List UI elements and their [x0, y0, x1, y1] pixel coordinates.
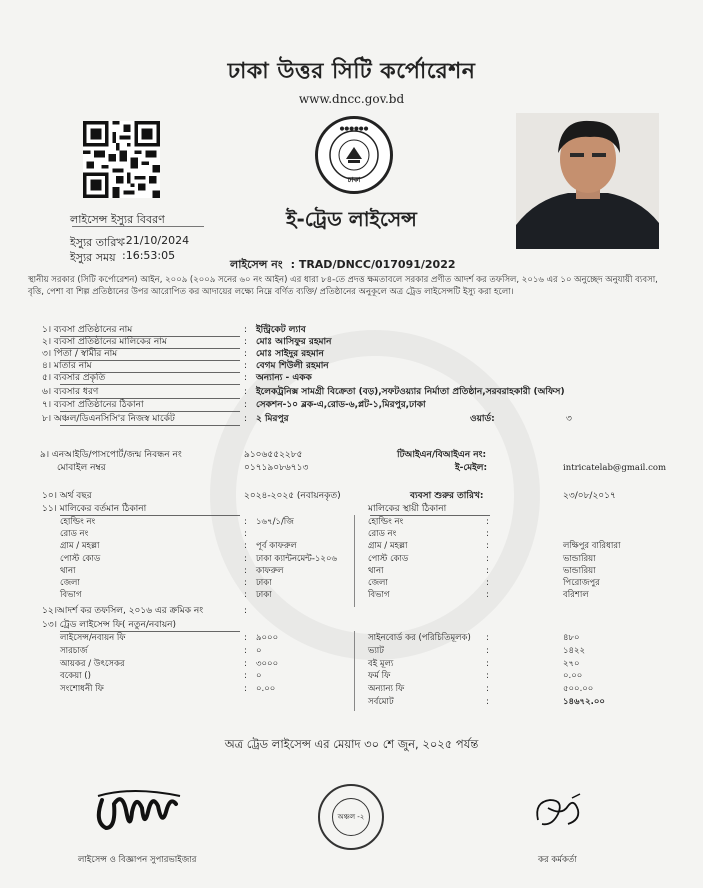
permanent-address-value: বরিশাল	[563, 590, 589, 600]
field-underline	[60, 425, 240, 426]
issue-date-label: ইস্যুর তারিখ	[70, 236, 124, 249]
field-label: ২। ব্যবসা প্রতিষ্ঠানের মালিকের নাম	[42, 337, 167, 347]
tax-officer-signature-label: কর কর্মকর্তা	[538, 855, 577, 865]
fee-colon: :	[486, 684, 489, 694]
email-value[interactable]: intricatelab@gmail.com	[563, 463, 667, 473]
license-number-label: লাইসেন্স নং	[230, 258, 283, 271]
fee-label: সংশোধনী ফি	[60, 684, 104, 694]
fee-colon: :	[244, 684, 247, 694]
present-address-colon: :	[244, 590, 247, 600]
corporation-title: ঢাকা উত্তর সিটি কর্পোরেশন	[227, 59, 476, 84]
fee-label: লাইসেন্স/নবায়ন ফি	[60, 633, 126, 643]
address-column-divider	[354, 515, 355, 607]
fee-colon: :	[244, 659, 247, 669]
website-url[interactable]: www.dncc.gov.bd	[298, 92, 405, 106]
permanent-address-label: বিভাগ	[368, 590, 390, 600]
fee-value: ১৪৬৭২.০০	[563, 697, 605, 707]
fee-value: ৯০০০	[256, 633, 279, 643]
permanent-address-colon: :	[486, 590, 489, 600]
fee-value: ০	[256, 646, 262, 656]
fee-colon: :	[244, 646, 247, 656]
field-underline	[60, 398, 240, 399]
fee-label: বই মূল্য	[368, 659, 394, 669]
field-value: ইলেকট্রনিক্স সামগ্রী বিক্রেতা (বড়),সফটওয়্যার নির্মাতা প্রতিষ্ঠান,সরবরাহকারী (অফিস)	[256, 387, 565, 397]
present-address-colon: :	[244, 529, 247, 539]
present-address-label: পোস্ট কোড	[60, 554, 101, 564]
fee-value: ০	[256, 671, 262, 681]
permanent-address-value: লক্ষিপুর বারিধারা	[563, 541, 621, 551]
fees-heading: ১৩। ট্রেড লাইসেন্স ফি( নতুন/নবায়ন)	[42, 620, 177, 630]
field-colon: :	[244, 361, 248, 371]
field-colon: :	[244, 349, 248, 359]
schedule-colon: :	[244, 606, 248, 616]
license-number-value: : TRAD/DNCC/017091/2022	[290, 258, 456, 271]
field-value: অন্যান্য - একক	[256, 373, 312, 383]
fee-label: ফর্ম ফি	[368, 671, 391, 681]
field-colon: :	[244, 325, 248, 335]
mobile-label: মোবাইল নম্বর	[57, 463, 106, 473]
office-stamp	[318, 784, 384, 850]
fee-colon: :	[486, 646, 489, 656]
present-address-colon: :	[244, 566, 247, 576]
present-address-value: ১৬৭/১/জি	[256, 517, 294, 527]
fee-value: ২৭০	[563, 659, 580, 669]
fee-colon: :	[486, 697, 489, 707]
license-number	[230, 256, 456, 275]
field-value: সেকশন-১০ ব্লক-এ,রোড-৬,প্লট-১,মিরপুর,ঢাকা	[256, 400, 426, 410]
fee-label: আয়কর / উৎসেকর	[60, 659, 125, 669]
field-label: ৪। মাতার নাম	[42, 361, 92, 371]
permanent-address-colon: :	[486, 517, 489, 527]
fee-label: সারচার্জ	[60, 646, 88, 656]
license-heading: ই-ট্রেড লাইসেন্স	[286, 207, 417, 231]
issue-section-label: লাইসেন্স ইস্যুর বিবরণ	[70, 213, 165, 226]
fee-label: অন্যান্য ফি	[368, 684, 405, 694]
permanent-address-colon: :	[486, 554, 489, 564]
permanent-address-colon: :	[486, 529, 489, 539]
fee-label: সাইনবোর্ড কর (পরিচিতিমূলক)	[368, 633, 471, 643]
present-address-value: পূর্ব কাফরুল	[256, 541, 297, 551]
permanent-address-label: জেলা	[368, 578, 388, 588]
supervisor-signature-icon	[92, 782, 182, 842]
field-value: বেগম শিউলী রহমান	[256, 361, 329, 371]
intro-paragraph: স্থানীয় সরকার (সিটি কর্পোরেশন) আইন, ২০০৯ (২০০৯ সনের ৬০ নং আইন) এর ধারা ৮৪-তে প্রদত্ত ক্ষমতাবলে সরকার প্রণীত আদর্শ কর তফসিল, ২০১৬ এর ১০ অনুচ্ছেদ অনুযায়ী ব্যবসা, বৃত্তি, পেশা বা শিল্প প্রতিষ্ঠানের উপর আরোপিত কর আদায়ের লক্ষ্যে নিম্নে বর্ণিত ব্যক্তি/ প্রতিষ্ঠানের অনুকূলে অত্র ট্রেড লাইসেন্সটি ইস্যু করা হলো।	[28, 275, 658, 297]
fee-value: ৪৮০	[563, 633, 580, 643]
field-label: ৬। ব্যবসার ধরণ	[42, 387, 99, 397]
address-divider-left	[60, 515, 240, 516]
tin-label: টিআইএন/বিআইএন নং:	[397, 450, 487, 460]
fee-value: ০.০০	[256, 684, 276, 694]
svg-text:●●●●●●: ●●●●●●	[339, 126, 369, 132]
present-address-colon: :	[244, 517, 247, 527]
present-address-label: জেলা	[60, 578, 80, 588]
field-label: ৮। অঞ্চল/ডিএনসিসি'র নিজস্ব মার্কেট	[42, 414, 175, 424]
fiscal-year-value: ২০২৪-২০২৫ (নবায়নকৃত)	[244, 491, 341, 501]
permanent-address-value: ভান্ডারিয়া	[563, 554, 596, 564]
issue-date-value: :21/10/2024	[122, 234, 190, 247]
fees-column-divider	[354, 631, 355, 711]
present-address-value: কাফরুল	[256, 566, 284, 576]
nid-value: ৯১০৬৫৫২২৮৫	[244, 450, 303, 460]
fee-label: ভ্যাট	[368, 646, 384, 656]
fee-value: ০.০০	[563, 671, 583, 681]
permanent-address-colon: :	[486, 541, 489, 551]
permanent-address-heading: মালিকের স্থায়ী ঠিকানা	[368, 504, 447, 514]
ward-label: ওয়ার্ড:	[470, 414, 495, 424]
ward-value: ৩	[566, 414, 572, 424]
permanent-address-label: রোড নং	[368, 529, 397, 539]
field-colon: :	[244, 400, 248, 410]
schedule-label: ১২।আদর্শ কর তফসিল, ২০১৬ এর ক্রমিক নং	[42, 606, 204, 616]
validity-text: অত্র ট্রেড লাইসেন্স এর মেয়াদ ৩০ শে জুন, ২০২৫ পর্যন্ত	[224, 737, 479, 751]
present-address-label: গ্রাম / মহল্লা	[60, 541, 100, 551]
fee-colon: :	[486, 671, 489, 681]
fee-colon: :	[244, 633, 247, 643]
field-value: ২ মিরপুর	[256, 414, 289, 424]
field-underline	[60, 384, 240, 385]
fee-colon: :	[486, 659, 489, 669]
business-start-value: ২৩/০৮/২০১৭	[563, 491, 616, 501]
permanent-address-value: ভান্ডারিয়া	[563, 566, 596, 576]
fee-value: ৫০০.০০	[563, 684, 594, 694]
fee-label: সর্বমোট	[368, 697, 394, 707]
field-value: ইন্ট্রিকেট ল্যাব	[256, 325, 306, 335]
permanent-address-label: হোল্ডিং নং	[368, 517, 404, 527]
present-address-label: থানা	[60, 566, 76, 576]
issue-time-label: ইস্যুর সময়	[70, 251, 116, 264]
field-colon: :	[244, 414, 248, 424]
field-label: ৭। ব্যবসা প্রতিষ্ঠানের ঠিকানা	[42, 400, 144, 410]
supervisor-signature-label: লাইসেন্স ও বিজ্ঞাপন সুপারভাইজার	[78, 855, 197, 865]
officer-signature-icon	[528, 790, 588, 840]
mobile-value: ০১৭১৯০৮৬৭১৩	[244, 463, 309, 473]
address-divider-right	[370, 515, 490, 516]
nid-label: ৯। এনআইডি/পাসপোর্ট/জন্ম নিবন্ধন নং	[40, 450, 182, 460]
present-address-label: বিভাগ	[60, 590, 82, 600]
permanent-address-colon: :	[486, 566, 489, 576]
field-label: ১। ব্যবসা প্রতিষ্ঠানের নাম	[42, 325, 133, 335]
permanent-address-label: থানা	[368, 566, 384, 576]
qr-code-icon	[83, 121, 160, 198]
present-address-value: ঢাকা ক্যান্টনমেন্ট-১২০৬	[256, 554, 338, 564]
fee-colon: :	[244, 671, 247, 681]
fees-divider	[60, 631, 240, 632]
permanent-address-colon: :	[486, 578, 489, 588]
present-address-colon: :	[244, 541, 247, 551]
present-address-colon: :	[244, 578, 247, 588]
permanent-address-label: গ্রাম / মহল্লা	[368, 541, 408, 551]
fee-label: বকেয়া ()	[60, 671, 91, 681]
fiscal-year-label: ১০। অর্থ বছর	[42, 491, 92, 501]
field-colon: :	[244, 373, 248, 383]
field-underline	[60, 411, 240, 412]
present-address-value: ঢাকা	[256, 590, 272, 600]
business-start-label: ব্যবসা শুরুর তারিখ:	[410, 491, 484, 501]
field-colon: :	[244, 337, 248, 347]
field-label: ৩। পিতা / স্বামীর নাম	[42, 349, 118, 359]
stamp-zone-text: অঞ্চল -২	[337, 813, 365, 821]
fee-colon: :	[486, 633, 489, 643]
email-label: ই-মেইল:	[455, 463, 488, 473]
fee-value: ৩০০০	[256, 659, 279, 669]
field-colon: :	[244, 387, 248, 397]
present-address-label: রোড নং	[60, 529, 89, 539]
permanent-address-label: পোস্ট কোড	[368, 554, 409, 564]
field-value: মোঃ সাইদুর রহমান	[256, 349, 324, 359]
present-address-heading: ১১। মালিকের বর্তমান ঠিকানা	[42, 504, 147, 514]
present-address-value: ঢাকা	[256, 578, 272, 588]
present-address-colon: :	[244, 554, 247, 564]
fee-value: ১৪২২	[563, 646, 586, 656]
seal-bottom-text: ঢাকা	[347, 176, 361, 184]
field-value: মোঃ আসিফুর রহমান	[256, 337, 332, 347]
corporation-seal-logo	[315, 116, 393, 194]
permanent-address-value: পিরোজপুর	[563, 578, 600, 588]
present-address-label: হোল্ডিং নং	[60, 517, 96, 527]
field-label: ৫। ব্যবসার প্রকৃতি	[42, 373, 106, 383]
issue-time-value: :16:53:05	[122, 249, 176, 262]
